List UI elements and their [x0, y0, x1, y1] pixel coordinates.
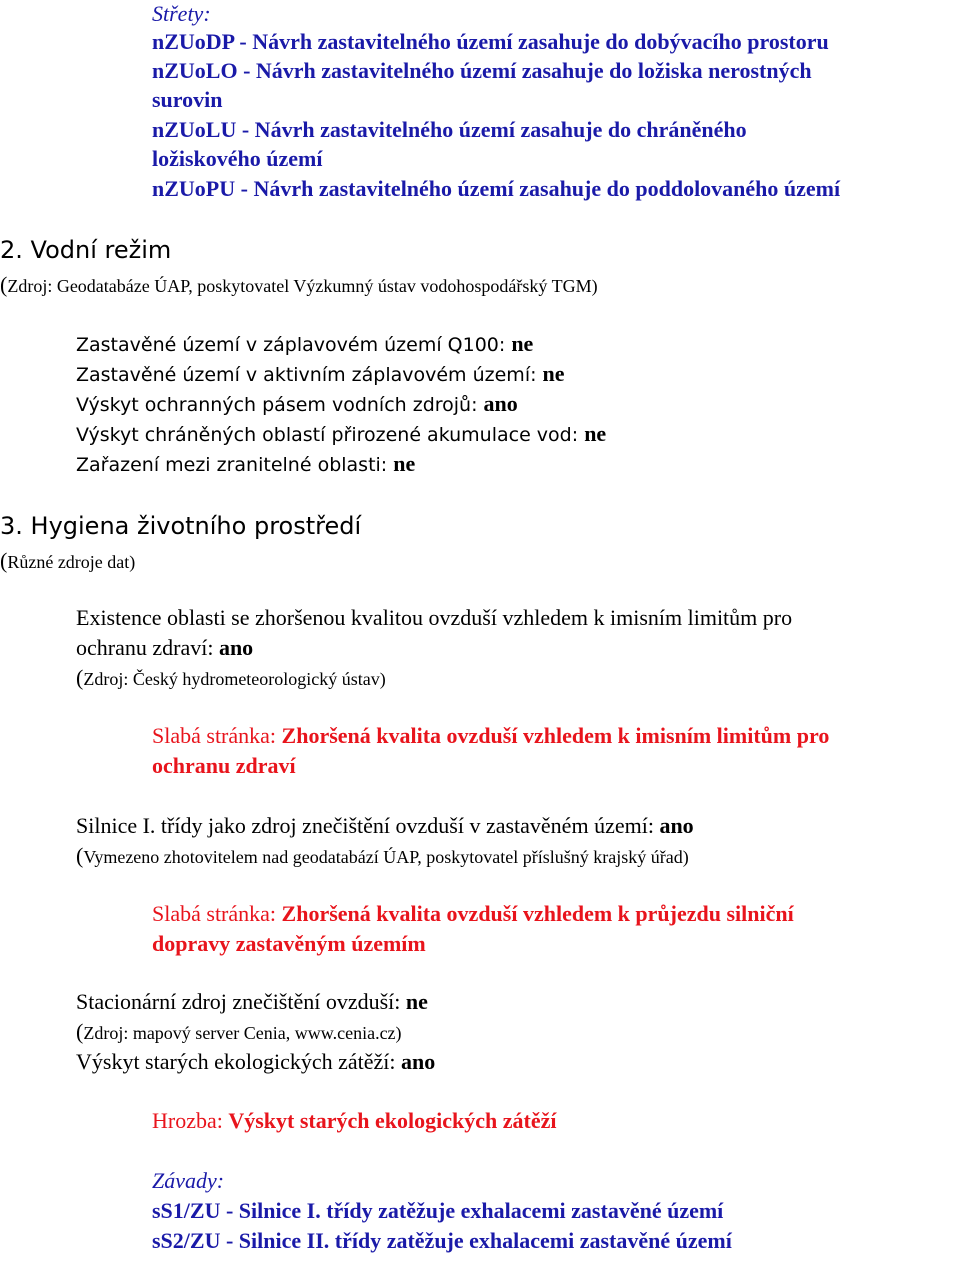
strety-label: Střety: — [152, 1, 211, 26]
list-item — [76, 360, 565, 389]
paragraph-line: Existence oblasti se zhoršenou kvalitou ovzduší vzhledem k imisním limitům pro — [76, 605, 793, 630]
source-text: Zdroj: Český hydrometeorologický ústav) — [83, 669, 386, 689]
item-label: Zastavěné území v záplavovém území Q100: — [76, 334, 512, 356]
weakness-prefix: Slabá stránka: — [152, 723, 282, 748]
item-label: Silnice I. třídy jako zdroj znečištění ovzduší v zastavěném území: — [76, 813, 660, 838]
source-note — [76, 842, 689, 871]
paren: ( — [0, 272, 8, 297]
item-label: Zastavěné území v aktivním záplavovém území: — [76, 364, 543, 386]
weakness-line — [152, 900, 794, 928]
strety-line: nZUoPU - Návrh zastavitelného území zasahuje do poddolovaného území — [152, 176, 841, 201]
paragraph-line — [76, 812, 694, 840]
source-note — [0, 271, 598, 300]
section-title: 3. Hygiena životního prostředí — [0, 512, 362, 540]
paragraph-line — [76, 634, 253, 662]
strety-line: surovin — [152, 87, 223, 112]
threat-line — [152, 1107, 556, 1135]
item-label: Stacionární zdroj znečištění ovzduší: — [76, 989, 406, 1014]
list-item — [76, 330, 533, 359]
strety-line: nZUoLO - Návrh zastavitelného území zasahuje do ložiska nerostných — [152, 58, 812, 83]
list-item — [76, 390, 518, 419]
paren: ( — [76, 843, 84, 868]
item-label: Výskyt chráněných oblastí přirozené akumulace vod: — [76, 424, 585, 446]
source-note — [0, 547, 135, 576]
zavady-line: sS2/ZU - Silnice II. třídy zatěžuje exhalacemi zastavěné území — [152, 1228, 732, 1253]
threat-text: Výskyt starých ekologických zátěží — [228, 1108, 557, 1133]
item-value: ano — [483, 391, 518, 416]
weakness-line: dopravy zastavěným územím — [152, 931, 426, 956]
source-text: Různé zdroje dat) — [7, 552, 136, 572]
item-value: ne — [511, 331, 534, 356]
paragraph-line — [76, 988, 428, 1016]
item-label: Výskyt ochranných pásem vodních zdrojů: — [76, 394, 484, 416]
item-value: ano — [218, 635, 254, 660]
weakness-line — [152, 722, 829, 750]
weakness-text: Zhoršená kvalita ovzduší vzhledem k průjezdu silniční — [281, 901, 794, 926]
paren: ( — [76, 665, 84, 690]
section-title: 2. Vodní režim — [0, 236, 172, 264]
item-value: ne — [584, 421, 607, 446]
source-text: Zdroj: mapový server Cenia, www.cenia.cz) — [83, 1023, 402, 1043]
zavady-label: Závady: — [152, 1168, 225, 1193]
weakness-line: ochranu zdraví — [152, 753, 296, 778]
item-label: Výskyt starých ekologických zátěží: — [76, 1049, 402, 1074]
list-item — [76, 450, 415, 479]
item-value: ne — [393, 451, 416, 476]
strety-line: nZUoLU - Návrh zastavitelného území zasahuje do chráněného — [152, 117, 747, 142]
source-note — [76, 1018, 402, 1047]
paragraph-line — [76, 1048, 435, 1076]
item-value: ne — [405, 989, 428, 1014]
weakness-text: Zhoršená kvalita ovzduší vzhledem k imisním limitům pro — [281, 723, 830, 748]
paren: ( — [76, 1019, 84, 1044]
strety-line: nZUoDP - Návrh zastavitelného území zasahuje do dobývacího prostoru — [152, 29, 829, 54]
source-text: Vymezeno zhotovitelem nad geodatabází ÚAP, poskytovatel příslušný krajský úřad) — [83, 847, 689, 867]
zavady-line: sS1/ZU - Silnice I. třídy zatěžuje exhalacemi zastavěné území — [152, 1198, 724, 1223]
weakness-prefix: Slabá stránka: — [152, 901, 282, 926]
item-value: ne — [542, 361, 565, 386]
strety-line: ložiskového území — [152, 146, 323, 171]
source-text: Zdroj: Geodatabáze ÚAP, poskytovatel Výzkumný ústav vodohospodářský TGM) — [7, 276, 598, 296]
item-label: ochranu zdraví: — [76, 635, 219, 660]
item-label: Zařazení mezi zranitelné oblasti: — [76, 454, 394, 476]
item-value: ano — [401, 1049, 436, 1074]
list-item — [76, 420, 606, 449]
threat-prefix: Hrozba: — [152, 1108, 229, 1133]
paren: ( — [0, 548, 8, 573]
item-value: ano — [659, 813, 694, 838]
source-note — [76, 664, 386, 693]
